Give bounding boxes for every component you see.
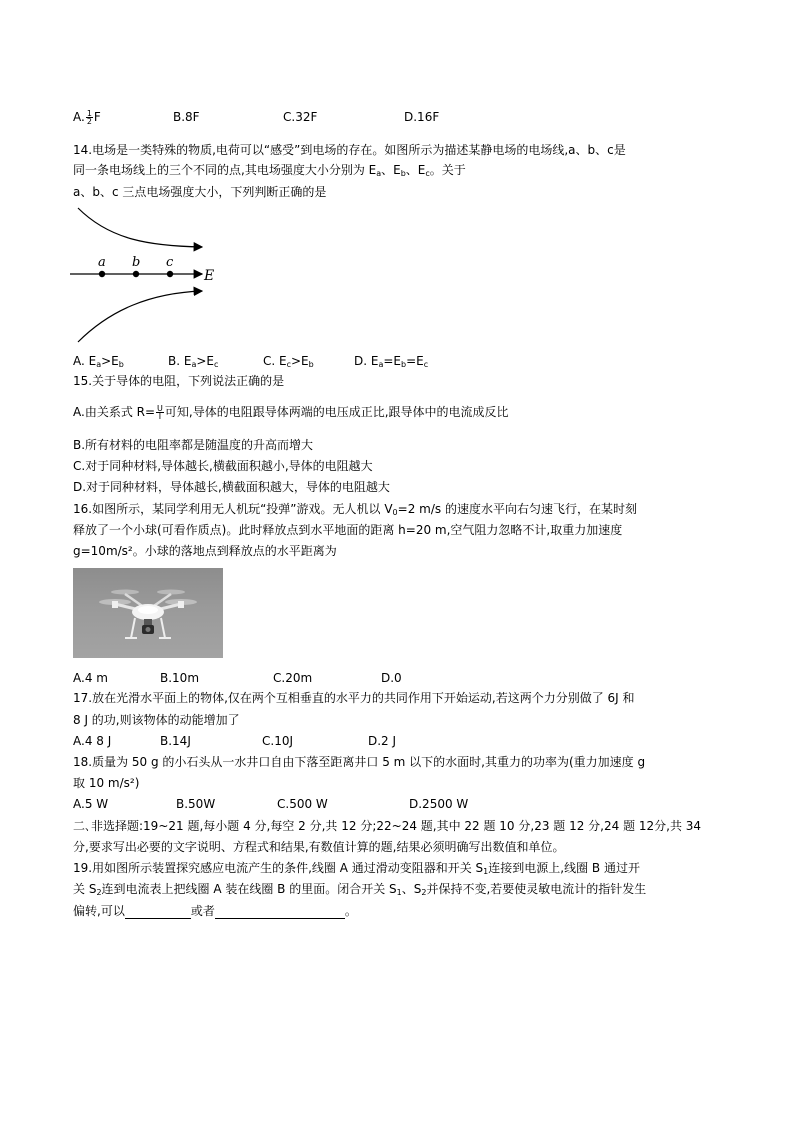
label-b: b [132, 255, 141, 270]
q16-option-c: C.20m [273, 671, 313, 685]
q17-option-a: A.4 8 J [73, 734, 112, 748]
q15-stem: 15.关于导体的电阻，下列说法正确的是 [73, 374, 285, 388]
q19-answer-blank-1[interactable] [125, 905, 191, 919]
section2-heading-line1: 二､非选择题:19~21 题,每小题 4 分,每空 2 分,共 12 分;22~24 题,其中 22 题 10 分,23 题 12 分,24 题 12分,共 34 [73, 819, 702, 833]
point-c [167, 271, 173, 277]
q19-stem-line3: 偏转,可以 或者 。 [73, 904, 357, 918]
q18-option-d: D.2500 W [409, 797, 469, 811]
q14-stem-line3: a、b、c 三点电场强度大小，下列判断正确的是 [73, 185, 327, 199]
q16-stem-line2: 释放了一个小球(可看作质点)。此时释放点到水平地面的距离 h=20 m,空气阻力忽略不计,取重力加速度 [73, 523, 623, 537]
q18-option-c: C.500 W [277, 797, 328, 811]
q13-option-b: B.8F [173, 110, 200, 124]
q15-option-d: D.对于同种材料，导体越长,横截面积越大，导体的电阻越大 [73, 480, 390, 494]
label-c: c [166, 255, 174, 270]
q16-option-b: B.10m [160, 671, 200, 685]
q18-stem-line1: 18.质量为 50 g 的小石头从一水井口自由下落至距离井口 5 m 以下的水面时,其重力的功率为(重力加速度 g [73, 755, 646, 769]
q14-stem-line2: 同一条电场线上的三个不同的点,其电场强度大小分别为 $E_a$、$E_b$、$E_c$。关于 [73, 163, 466, 178]
drone-photo [73, 568, 223, 658]
q15-option-b: B.所有材料的电阻率都是随温度的升高而增大 [73, 438, 314, 452]
q16-stem-line3: g=10m/s²。小球的落地点到释放点的水平距离为 [73, 544, 337, 558]
q13-option-c: C.32F [283, 110, 318, 124]
q13-option-d: D.16F [404, 110, 440, 124]
q15-option-c: C.对于同种材料,导体越长,横截面积越小,导体的电阻越大 [73, 459, 373, 473]
point-b [133, 271, 139, 277]
q17-stem-line2: 8 J 的功,则该物体的动能增加了 [73, 713, 240, 727]
q17-option-b: B.14J [160, 734, 191, 748]
q16-option-a: A.4 m [73, 671, 108, 685]
q16-option-d: D.0 [381, 671, 402, 685]
q18-stem-line2: 取 10 m/s²) [73, 776, 140, 790]
q19-stem-line1: 19.用如图所示装置探究感应电流产生的条件,线圈 A 通过滑动变阻器和开关 $S_1$连接到电源上,线圈 B 通过开 [73, 861, 640, 876]
section2-heading-line2: 分,要求写出必要的文字说明、方程式和结果,有数值计算的题,结果必须明确写出数值和单位。 [73, 840, 565, 854]
field-line-lower [78, 291, 202, 342]
drone-icon [73, 568, 223, 658]
point-a [99, 271, 105, 277]
q14-stem-line1: 14.电场是一类特殊的物质,电荷可以“感受”到电场的存在。如图所示为描述某静电场的电场线,a、b、c是 [73, 143, 626, 157]
q14-option-d: D. $E_a=E_b=E_c$ [354, 354, 429, 369]
q13-option-a: A. $\frac{1}{2}$ F [73, 109, 101, 126]
q18-option-b: B.50W [176, 797, 216, 811]
q18-option-a: A.5 W [73, 797, 109, 811]
label-E: E [204, 268, 215, 284]
q16-stem-line1: 16.如图所示，某同学利用无人机玩“投弹”游戏。无人机以 $V_0=2$ m/s 的速度水平向右匀速飞行，在某时刻 [73, 502, 637, 517]
q15-option-a: A.由关系式 R= $\frac{U}{I}$ 可知,导体的电阻跟导体两端的电压成正比,跟导体中的电流成反比 [73, 404, 509, 421]
q19-answer-blank-2[interactable] [215, 905, 345, 919]
electric-field-diagram [70, 200, 230, 350]
q17-option-d: D.2 J [368, 734, 397, 748]
q17-stem-line1: 17.放在光滑水平面上的物体,仅在两个互相垂直的水平力的共同作用下开始运动,若这两个力分别做了 6J 和 [73, 691, 635, 705]
q17-option-c: C.10J [262, 734, 294, 748]
q14-option-c: C. $E_c>E_b$ [263, 354, 314, 369]
q14-option-b: B. $E_a>E_c$ [168, 354, 219, 369]
q14-option-a: A. $E_a>E_b$ [73, 354, 124, 369]
q19-stem-line2: 关 $S_2$连到电流表上把线圈 A 装在线圈 B 的里面。闭合开关 $S_1$、$S_2$并保持不变,若要使灵敏电流计的指针发生 [73, 882, 647, 897]
label-a: a [98, 255, 106, 270]
field-line-upper [78, 208, 202, 247]
